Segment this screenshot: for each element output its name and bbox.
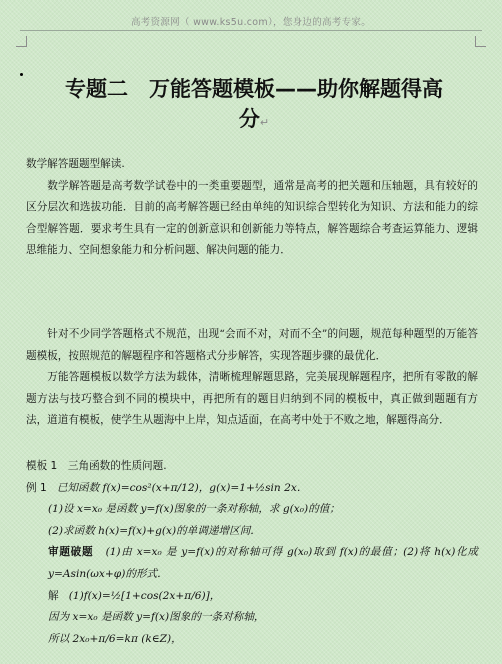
example-label: 例 1 — [26, 481, 47, 494]
solution-formula: (1)f(x)=½[1+cos(2x+π/6)]， — [68, 589, 221, 602]
breaking-text: (1)由 x=x₀ 是 y=f(x)的对称轴可得 g(x₀)取到 f(x)的最值；(2)将 h(x)化成 y=Asin(ωx+φ)的形式． — [48, 546, 479, 580]
example-1 — [26, 478, 478, 500]
document-title — [24, 74, 484, 138]
template-1-heading: 模板 1 三角函数的性质问题. — [26, 460, 167, 472]
question-1: (1)设 x=x₀ 是函数 y=f(x)图象的一条对称轴，求 g(x₀)的值； — [48, 503, 340, 516]
example-statement: 已知函数 f(x)=cos²(x+π/12)，g(x)=1+½sin 2x． — [56, 481, 308, 494]
intro-paragraph-1: 数学解答题是高考数学试卷中的一类重要题型，通常是高考的把关题和压轴题，具有较好的区分层次和选拔功能．目前的高考解答题已经由单纯的知识综合型转化为知识、方法和能力的综合型解答题．要求考生具有一定的创新意识和创新能力等特点，解答题综合考查运算能力、逻辑思维能力、空间想象能力和分析问题、解决问题的能力． — [26, 179, 478, 257]
margin-corner-mark-left — [16, 36, 27, 47]
intro-section — [26, 154, 478, 262]
page-header: 高考资源网（ www.ks5u.com），您身边的高考专家。 — [130, 17, 372, 28]
title-line-2: 分 — [238, 107, 260, 131]
solution-line-so: 所以 2x₀+π/6=kπ (k∈Z)， — [48, 632, 182, 645]
title-line-1: 专题二 万能答题模板——助你解题得高 — [65, 77, 443, 101]
intro-section-2 — [26, 324, 478, 432]
question-2: (2)求函数 h(x)=f(x)+g(x)的单调递增区间． — [48, 524, 261, 537]
margin-corner-mark-right — [475, 36, 486, 47]
paragraph-mark-icon: ↵ — [259, 116, 270, 129]
template-1-section — [26, 456, 478, 650]
intro-heading: 数学解答题题型解读. — [26, 158, 125, 170]
paragraph-bullet-dot — [20, 73, 23, 76]
problem-breaking — [26, 542, 478, 585]
intro-paragraph-3: 万能答题模板以数学方法为载体，清晰梳理解题思路，完美展现解题程序，把所有零散的解题方法与技巧整合到不同的模块中，再把所有的题目归纳到不同的模板中，真正做到题题有方法，道道有模板，使学生从题海中上岸，知点适面，在高考中处于不败之地，解题得高分． — [26, 371, 478, 427]
header-divider — [20, 30, 482, 31]
intro-paragraph-2: 针对不少同学答题格式不规范，出现“会而不对，对而不全”的问题，规范每种题型的万能答题模板，按照规范的解题程序和答题格式分步解答，实现答题步骤的最优化． — [26, 328, 478, 362]
solution-line-because: 因为 x=x₀ 是函数 y=f(x)图象的一条对称轴， — [48, 611, 265, 624]
breaking-label: 审题破题 — [48, 546, 94, 559]
solution-start — [26, 586, 478, 608]
solution-label: 解 — [48, 589, 59, 602]
